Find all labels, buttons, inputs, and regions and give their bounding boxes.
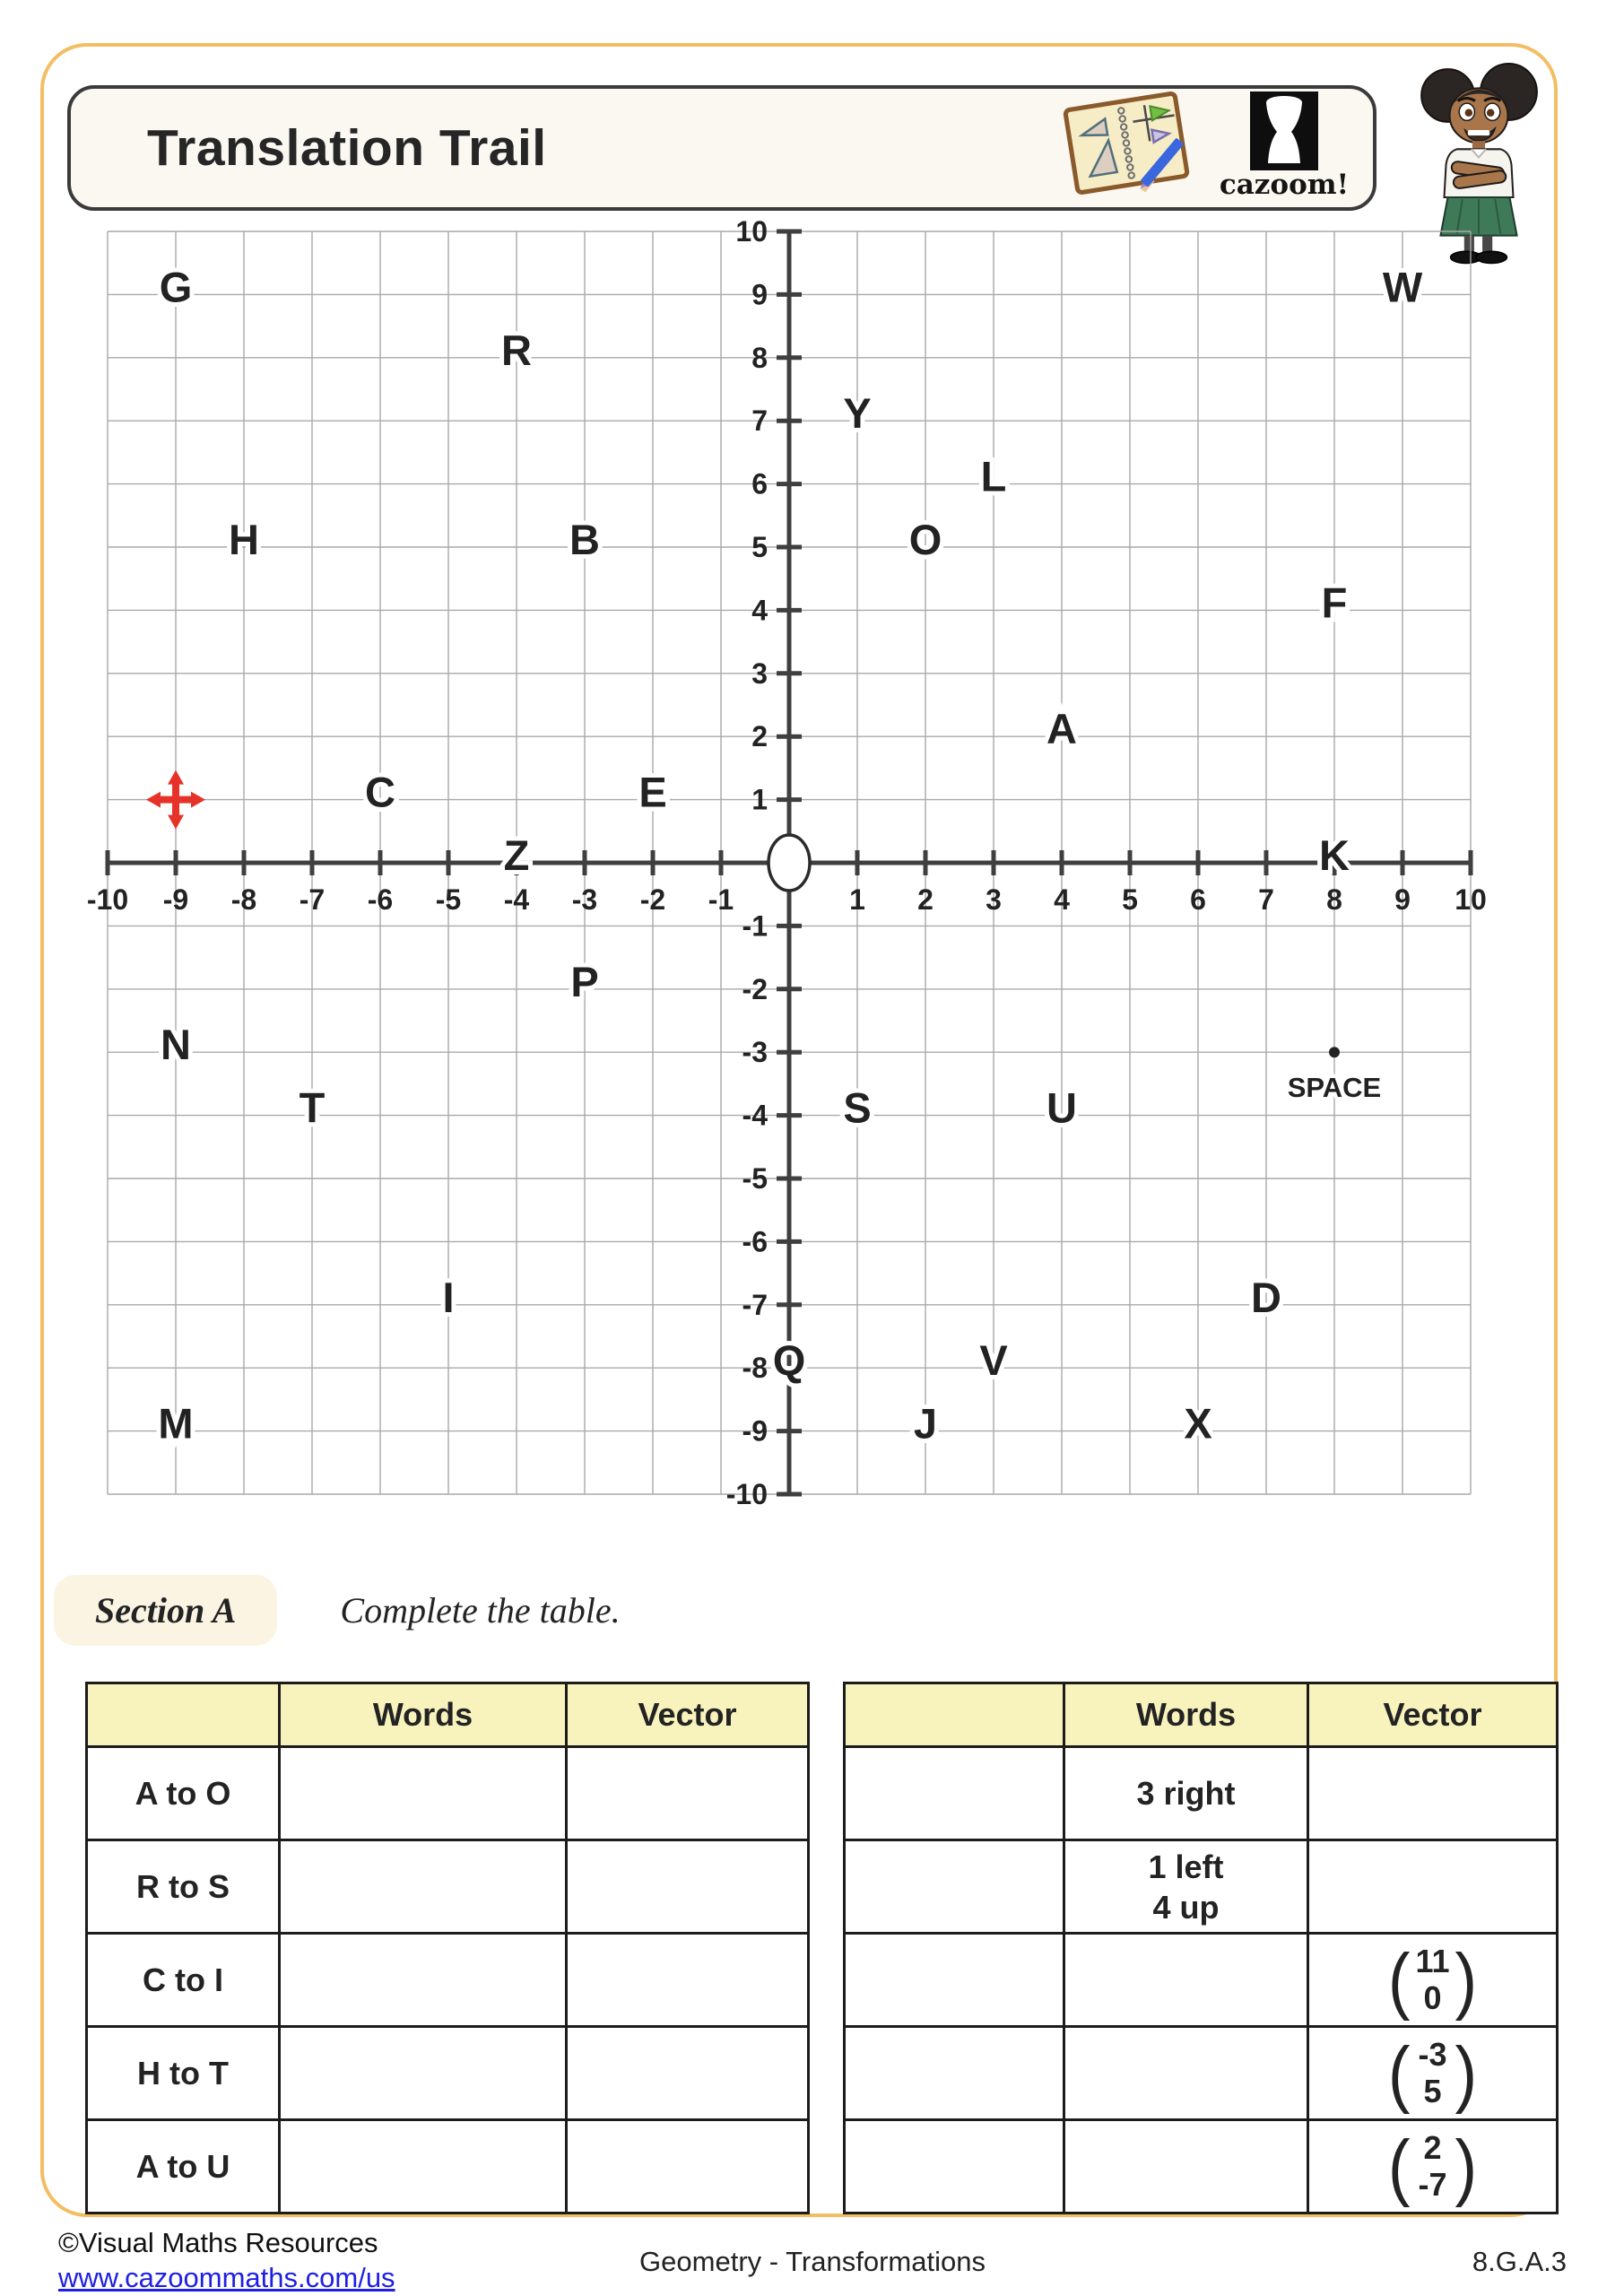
grid-point-R: R [501,326,532,374]
grid-point-A: A [1046,705,1077,753]
table-row [845,2027,1558,2120]
y-axis-label: 10 [735,215,768,248]
words-answer-cell[interactable] [280,1747,567,1840]
y-axis-label: -2 [742,972,768,1005]
x-axis-label: 5 [1122,883,1138,916]
y-axis-label: 1 [751,783,768,816]
y-axis-label: -3 [742,1036,768,1069]
cazoom-logo [1218,90,1352,199]
footer-topic: Geometry - Transformations [639,2246,986,2277]
section-a-badge: Section A [54,1575,277,1646]
x-axis-label: 2 [917,883,934,916]
column-vector: ( -3 5 ) [1387,2031,1478,2115]
pair-label-cell: C to I [87,1934,280,2027]
y-axis-label: -4 [742,1099,768,1132]
grid-point-N: N [161,1021,191,1069]
vector-answer-cell[interactable] [1308,1747,1558,1840]
grid-point-M: M [158,1399,194,1448]
x-axis-label: -2 [639,883,666,916]
vector-answer-cell[interactable] [567,2120,809,2213]
vector-answer-cell[interactable] [567,2027,809,2120]
vector-answer-cell[interactable] [1308,1934,1558,2027]
x-axis-label: -7 [299,883,326,916]
table-row [845,2120,1558,2213]
origin-circle [769,835,810,891]
pair-label-cell [845,1840,1064,1934]
grid-point-I: I [442,1273,455,1321]
words-answer-cell[interactable] [280,1934,567,2027]
space-point-dot [1329,1047,1340,1057]
grid-point-H: H [229,516,259,563]
words-answer-cell[interactable]: 1 left 4 up [1064,1840,1308,1934]
header-vector: Vector [1308,1683,1558,1747]
pair-label-cell: A to U [87,2120,280,2213]
section-a-instruction: Complete the table. [340,1590,621,1631]
y-axis-label: 3 [751,657,768,690]
table-row [87,1747,809,1840]
grid-point-B: B [569,516,600,563]
header-blank-cell [87,1683,280,1747]
pair-label-cell [845,2120,1064,2213]
y-axis-label: 2 [751,720,768,753]
grid-point-T: T [299,1083,326,1132]
table-row [87,1934,809,2027]
table-header-row [87,1683,809,1747]
x-axis-label: -10 [86,883,129,916]
grid-point-E: E [638,768,667,816]
y-axis-label: 8 [751,341,768,374]
page-title: Translation Trail [147,119,547,177]
grid-point-C: C [365,768,395,816]
y-axis-label: -7 [742,1288,768,1321]
words-answer-cell[interactable] [1064,2120,1308,2213]
vector-answer-cell[interactable] [567,1840,809,1934]
x-axis-label: -5 [435,883,462,916]
grid-point-S: S [843,1083,872,1132]
y-axis-label: -9 [742,1414,768,1448]
section-a [54,1575,621,1646]
grid-point-X: X [1184,1399,1212,1448]
y-axis-label: 7 [751,404,768,438]
column-vector: ( 2 -7 ) [1387,2124,1478,2208]
vector-answer-cell[interactable] [1308,2027,1558,2120]
translation-table-right [843,1682,1559,2214]
x-axis-label: -4 [503,883,530,916]
y-axis-label: -1 [742,909,768,943]
table-row [845,1747,1558,1840]
x-axis-label: 7 [1258,883,1274,916]
words-answer-cell[interactable] [280,1840,567,1934]
grid-point-D: D [1251,1273,1281,1321]
header-vector: Vector [567,1683,809,1747]
left-table-body [87,1747,809,2213]
x-axis-label: -8 [230,883,257,916]
x-axis-label: 6 [1190,883,1206,916]
x-axis-label: 9 [1394,883,1411,916]
website-link[interactable]: www.cazoommaths.com/us [58,2261,395,2293]
y-axis-label: 6 [751,467,768,500]
translation-table-left [85,1682,810,2214]
space-point-label: SPACE [1287,1072,1382,1104]
vector-answer-cell[interactable] [1308,1840,1558,1934]
words-answer-cell[interactable] [280,2120,567,2213]
grid-point-Q: Q [772,1336,806,1385]
x-axis-label: 8 [1326,883,1342,916]
header-words: Words [280,1683,567,1747]
table-row [87,2027,809,2120]
grid-point-F: F [1321,578,1348,627]
grid-point-G: G [159,263,193,311]
pair-label-cell [845,1747,1064,1840]
y-axis-label: -5 [742,1162,768,1195]
pair-label-cell [845,1934,1064,2027]
right-table-body [845,1747,1558,2213]
grid-point-V: V [979,1336,1008,1385]
table-row [87,1840,809,1934]
pair-label-cell: H to T [87,2027,280,2120]
footer [58,2226,1567,2296]
x-axis-label: 4 [1054,883,1070,916]
x-axis-label: 1 [849,883,865,916]
x-axis-label: 3 [986,883,1002,916]
pair-label-cell [845,2027,1064,2120]
grid-point-L: L [980,452,1007,500]
pair-label-cell: R to S [87,1840,280,1934]
column-vector: ( 11 0 ) [1387,1937,1478,2022]
y-axis-label: 9 [751,278,768,311]
x-axis-label: -1 [708,883,734,916]
y-axis-label: -6 [742,1225,768,1258]
grid-point-O: O [908,516,942,563]
vector-answer-cell[interactable] [567,1747,809,1840]
x-axis-label: -6 [367,883,394,916]
logo-text: cazoom! [1219,169,1350,201]
y-axis-label: -8 [742,1352,768,1385]
grid-point-P: P [570,957,599,1005]
grid-point-U: U [1046,1083,1077,1132]
words-answer-cell[interactable] [1064,1934,1308,2027]
y-axis-label: 5 [751,531,768,563]
table-row [87,2120,809,2213]
pair-label-cell: A to O [87,1747,280,1840]
vector-answer-cell[interactable] [567,1934,809,2027]
grid-point-W: W [1382,263,1423,311]
header-blank-cell [845,1683,1064,1747]
x-axis-label: -3 [571,883,598,916]
grid-point-Y: Y [843,389,872,438]
x-axis-label: -9 [162,883,189,916]
x-axis-label: 10 [1455,883,1487,916]
y-axis-label: 4 [751,594,768,627]
copyright-text: ©Visual Maths Resources [58,2227,378,2258]
grid-point-J: J [913,1399,938,1448]
grid-area [86,215,1487,1510]
header-words: Words [1064,1683,1308,1747]
coordinate-grid [86,215,1487,1510]
table-row [845,1934,1558,2027]
table-header-row [845,1683,1558,1747]
words-answer-cell[interactable]: 3 right [1064,1747,1308,1840]
words-answer-cell[interactable] [1064,2027,1308,2120]
table-row [845,1840,1558,1934]
vector-answer-cell[interactable] [1308,2120,1558,2213]
geometry-notebook-icon [1058,86,1194,201]
grid-point-K: K [1319,831,1350,879]
grid-point-Z: Z [503,831,530,879]
y-axis-label: -10 [725,1478,768,1510]
words-answer-cell[interactable] [280,2027,567,2120]
move-cursor-icon [146,770,205,830]
footer-standard-code: 8.G.A.3 [1472,2246,1567,2277]
